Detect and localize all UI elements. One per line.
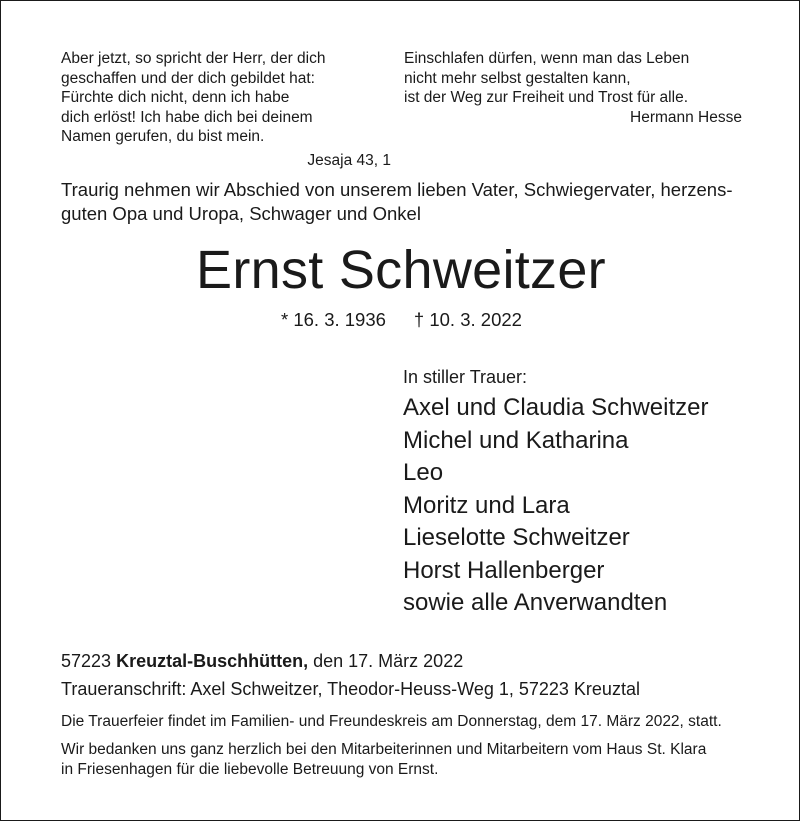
thanks-line: Wir bedanken uns ganz herzlich bei den Mitarbeiterinnen und Mitarbeitern vom Haus St. Klara bbox=[61, 741, 707, 758]
hesse-quote bbox=[404, 49, 742, 127]
thanks-line: in Friesenhagen für die liebevolle Betreuung von Ernst. bbox=[61, 761, 439, 778]
ceremony-notice: Die Trauerfeier findet im Familien- und Freundeskreis am Donnerstag, dem 17. März 2022, statt. bbox=[61, 713, 722, 730]
hesse-quote-line: ist der Weg zur Freiheit und Trost für alle. bbox=[404, 89, 688, 107]
notice-date: den 17. März 2022 bbox=[313, 651, 464, 671]
bible-quote-line: geschaffen und der dich gebildet hat: bbox=[61, 69, 315, 87]
intro-line: Traurig nehmen wir Abschied von unserem lieben Vater, Schwiegervater, herzens- bbox=[61, 179, 733, 200]
bible-quote-line: Aber jetzt, so spricht der Herr, der dich bbox=[61, 50, 326, 67]
thanks-text bbox=[61, 740, 761, 780]
mourner-name: Moritz und Lara bbox=[403, 491, 570, 519]
mourner-name: sowie alle Anverwandten bbox=[403, 589, 668, 616]
hesse-quote-line: nicht mehr selbst gestalten kann, bbox=[404, 69, 631, 87]
mourners-block bbox=[403, 364, 783, 620]
postcode: 57223 bbox=[61, 651, 112, 671]
mourner-name: Axel und Claudia Schweitzer bbox=[403, 394, 709, 421]
intro-line: guten Opa und Uropa, Schwager und Onkel bbox=[61, 203, 421, 224]
hesse-quote-line: Einschlafen dürfen, wenn man das Leben bbox=[404, 50, 690, 67]
mourners-heading: In stiller Trauer: bbox=[403, 367, 528, 387]
mourning-address: Traueranschrift: Axel Schweitzer, Theodor-Heuss-Weg 1, 57223 Kreuztal bbox=[61, 679, 640, 699]
bible-quote-source: Jesaja 43, 1 bbox=[307, 151, 391, 169]
life-dates bbox=[281, 307, 522, 333]
mourner-name: Lieselotte Schweitzer bbox=[403, 524, 630, 551]
bible-quote-line: Fürchte dich nicht, denn ich habe bbox=[61, 89, 290, 107]
mourner-name: Horst Hallenberger bbox=[403, 556, 605, 584]
mourner-name: Michel und Katharina bbox=[403, 426, 629, 454]
bible-quote bbox=[61, 49, 391, 171]
place-name: Kreuztal-Buschhütten, bbox=[116, 651, 309, 671]
intro-text bbox=[61, 178, 751, 226]
hesse-quote-source: Hermann Hesse bbox=[630, 108, 742, 126]
bible-quote-line: dich erlöst! Ich habe dich bei deinem bbox=[61, 108, 313, 126]
place-and-date bbox=[61, 649, 761, 674]
bible-quote-line: Namen gerufen, du bist mein. bbox=[61, 128, 265, 146]
deceased-name: Ernst Schweitzer bbox=[196, 240, 606, 300]
mourner-name: Leo bbox=[403, 459, 444, 486]
birth-date: * 16. 3. 1936 bbox=[281, 309, 386, 330]
death-date: † 10. 3. 2022 bbox=[413, 309, 522, 330]
